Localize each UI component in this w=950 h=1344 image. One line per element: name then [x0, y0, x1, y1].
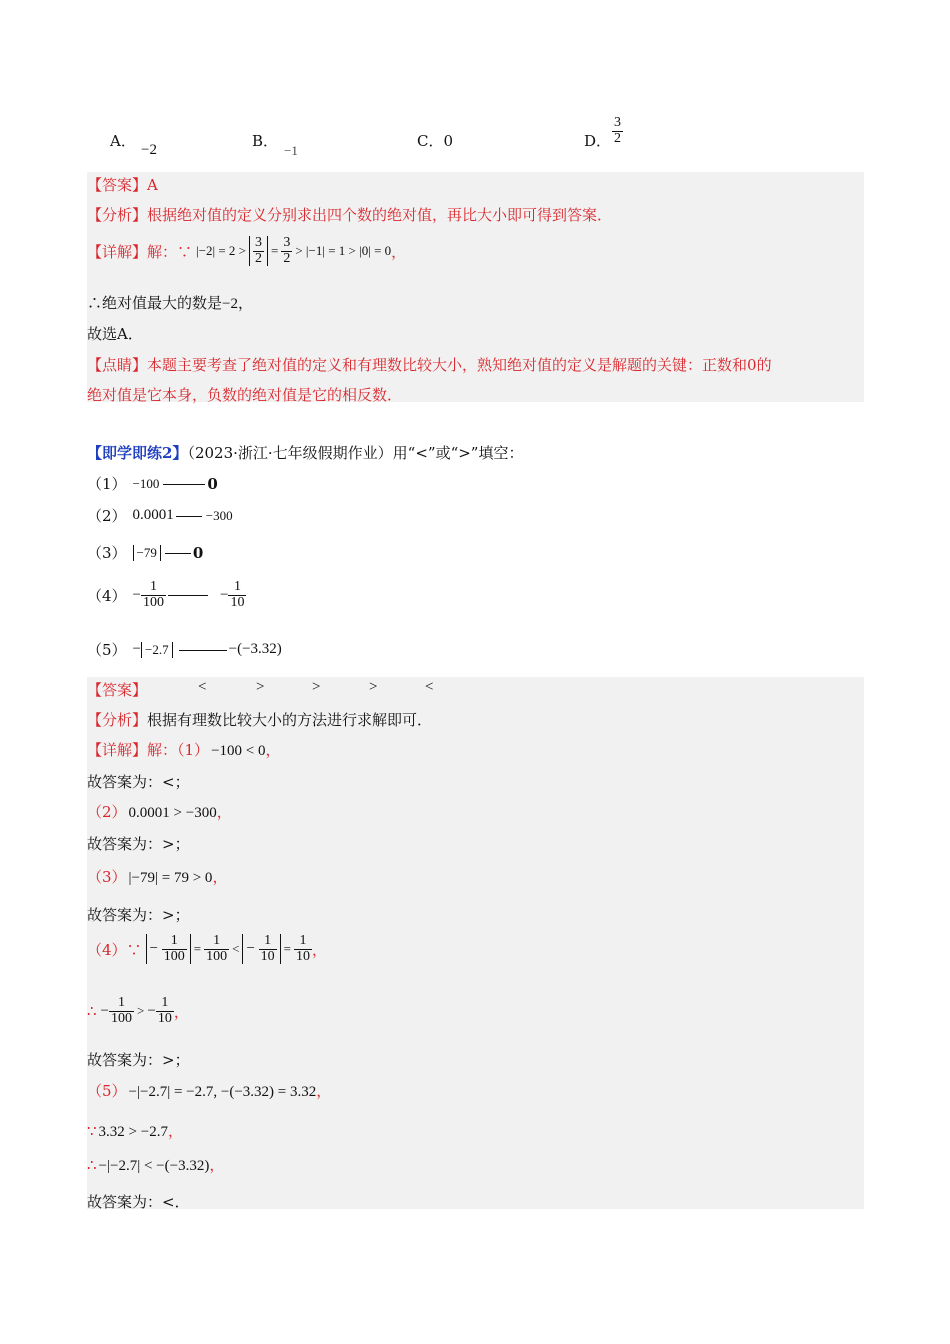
q1-answer — [87, 174, 158, 195]
q2-item-4-left-num: 1 — [150, 579, 158, 594]
q2-step-5c-prefix: ∴ — [87, 1156, 97, 1174]
q1-therefore-text: ∴绝对值最大的数是 — [87, 294, 223, 312]
q2-item-1-num: （1） — [87, 475, 127, 493]
q2-title-text: （2023·浙江·七年级假期作业）用“<”或“>”填空： — [187, 444, 524, 462]
q2-step-4b-prefix: ∴ — [87, 1002, 97, 1021]
q2-step-4b-minus-b: − — [147, 1002, 156, 1019]
q2-item-4-right-num: 1 — [233, 579, 241, 594]
q2-step-2-num: （2） — [87, 803, 127, 821]
option-a — [110, 130, 136, 151]
q1-analysis-text: 根据绝对值的定义分别求出四个数的绝对值，再比大小即可得到答案． — [147, 206, 613, 224]
q2-item-3-right: 0 — [192, 543, 204, 562]
q1-therefore — [87, 292, 253, 313]
q2-step-5-num: （5） — [87, 1082, 127, 1100]
q2-step-1: −100 < 0 — [211, 743, 266, 759]
q2-item-4-left-sign: − — [132, 586, 142, 603]
q2-title — [87, 442, 523, 463]
q2-step-4-comma: ， — [312, 940, 328, 959]
q1-comment-label: 【点睛】 — [87, 356, 148, 374]
q2-step-4-num-d: 1 — [299, 933, 307, 948]
q1-detail-p2: = — [270, 243, 279, 259]
q1-answer-label: 【答案】 — [87, 176, 148, 194]
q2-detail-4b — [87, 996, 189, 1026]
q2-step-4b-comma: ， — [173, 1002, 189, 1021]
q2-item-5-blank[interactable] — [179, 649, 227, 651]
q2-step-1-comma: ， — [265, 741, 281, 759]
q2-step-4-minus-a: − — [149, 940, 159, 957]
q2-step-4-num-a: 1 — [170, 933, 178, 948]
q1-detail-p1: |−2| = 2 > — [196, 243, 246, 259]
q2-step-4b-den-a: 100 — [111, 1010, 133, 1026]
option-a-value: −2 — [141, 142, 157, 158]
q2-item-4-blank[interactable] — [168, 594, 208, 596]
q2-item-5-left-sign: − — [132, 641, 142, 657]
q2-item-1-blank[interactable] — [163, 483, 205, 485]
q2-item-4-num: （4） — [87, 586, 127, 605]
q2-step-4-den-a: 100 — [163, 948, 185, 964]
q2-detail-prefix: 解：（1） — [147, 741, 210, 759]
q2-item-5-num: （5） — [87, 641, 127, 659]
option-b-label: B． — [252, 132, 279, 150]
q2-step-3-comma: ， — [212, 868, 228, 886]
q2-step-4b-num-b: 1 — [161, 995, 169, 1010]
q1-detail-label: 【详解】 — [87, 242, 148, 261]
q2-detail-5c — [87, 1154, 224, 1175]
q2-analysis-text: 根据有理数比较大小的方法进行求解即可． — [147, 711, 433, 729]
q2-item-2-blank[interactable] — [176, 515, 202, 517]
q2-step-5-comma: ， — [316, 1082, 332, 1100]
q2-item-3-num: （3） — [87, 544, 127, 562]
q2-item-2 — [87, 505, 233, 526]
q1-frac-num-b: 3 — [283, 235, 291, 250]
q2-detail-5 — [87, 1080, 331, 1101]
q2-answer-5: < — [425, 679, 434, 695]
q2-item-5-right: −(−3.32) — [228, 641, 282, 657]
q2-step-5c: −|−2.7| < −(−3.32) — [98, 1158, 210, 1174]
q2-step-4b-minus-a: − — [100, 1002, 110, 1019]
q2-item-4-right-sign: − — [220, 586, 229, 603]
q1-detail — [87, 236, 406, 266]
q2-step-5b-comma: ， — [167, 1122, 183, 1140]
q2-item-3 — [87, 542, 203, 563]
q2-step-4-den-c: 10 — [260, 948, 275, 964]
q2-item-4 — [87, 580, 246, 610]
q2-step-4-minus-c: − — [246, 940, 255, 957]
option-c: C．0 — [417, 132, 454, 150]
q2-detail-5b — [87, 1120, 183, 1141]
q2-step-4-num-b: 1 — [213, 933, 221, 948]
q1-therefore-comma: ， — [237, 294, 253, 312]
q1-frac-den-a: 2 — [254, 250, 262, 266]
q2-title-label: 【即学即练2】 — [87, 444, 188, 462]
q2-answer-label: 【答案】 — [87, 681, 148, 699]
q2-item-5 — [87, 639, 282, 660]
q2-step-4-den-d: 10 — [296, 948, 311, 964]
option-d-fraction — [612, 116, 623, 146]
q2-analysis-label: 【分析】 — [87, 711, 148, 729]
q2-detail-1 — [87, 739, 281, 760]
q2-step-5: −|−2.7| = −2.7, −(−3.32) = 3.32 — [128, 1084, 317, 1100]
q1-analysis-label: 【分析】 — [87, 206, 148, 224]
q2-item-1 — [87, 473, 218, 494]
q2-step-5c-comma: ， — [209, 1156, 225, 1174]
q1-detail-absfrac — [249, 236, 268, 266]
q1-comment — [87, 354, 772, 375]
q1-choose: 故选A． — [87, 325, 143, 343]
q2-item-2-left: 0.0001 — [132, 507, 174, 523]
q1-analysis — [87, 204, 612, 225]
q2-step-4b-gt: > — [137, 1003, 145, 1019]
q1-comment-line2: 绝对值是它本身，负数的绝对值是它的相反数． — [87, 386, 403, 404]
option-d-den: 2 — [614, 130, 621, 146]
option-b-value: −1 — [284, 143, 298, 158]
q2-answer-3: > — [312, 679, 321, 695]
q1-therefore-value: −2 — [222, 296, 238, 312]
q2-answer-2: > — [256, 679, 265, 695]
q2-ans-4: 故答案为：>； — [87, 1051, 190, 1069]
q2-item-3-left: −79 — [133, 545, 161, 561]
q2-step-4-num: （4）∵ — [87, 940, 142, 959]
q2-step-3: |−79| = 79 > 0 — [128, 870, 213, 886]
q2-detail-4 — [87, 934, 327, 964]
q2-item-4-left-den: 100 — [143, 594, 165, 610]
q2-step-4-lt: < — [232, 941, 240, 957]
q2-item-5-left-abs: −2.7 — [141, 642, 173, 658]
q2-item-4-right-den: 10 — [230, 594, 245, 610]
q2-item-1-left: −100 — [132, 475, 160, 491]
q2-step-4b-den-b: 10 — [157, 1010, 172, 1026]
q2-step-3-num: （3） — [87, 868, 127, 886]
q2-step-2: 0.0001 > −300 — [128, 805, 217, 821]
q2-ans-final: 故答案为：<． — [87, 1193, 190, 1211]
q2-step-4b-num-a: 1 — [118, 995, 126, 1010]
q2-step-4-num-c: 1 — [264, 933, 272, 948]
q2-step-5b-prefix: ∵ — [87, 1122, 97, 1140]
q2-detail-2 — [87, 801, 232, 822]
q2-item-3-blank[interactable] — [165, 552, 191, 554]
q2-step-4-abs-c — [242, 934, 280, 964]
option-d-label: D． — [584, 132, 612, 150]
q1-detail-prefix: 解：∵ — [147, 242, 193, 261]
q2-step-5b: 3.32 > −2.7 — [98, 1124, 168, 1140]
q2-step-4-abs-a — [146, 934, 191, 964]
q1-comment-line1: 本题主要考查了绝对值的定义和有理数比较大小，熟知绝对值的定义是解题的关键：正数和0的 — [147, 356, 772, 374]
option-a-label: A． — [110, 132, 136, 150]
q2-detail-3 — [87, 866, 227, 887]
q2-step-4-eq1: = — [193, 941, 202, 957]
q2-ans-3: 故答案为：>； — [87, 906, 190, 924]
q2-step-4-den-b: 100 — [206, 948, 228, 964]
q2-item-2-right: −300 — [205, 507, 233, 523]
q2-item-2-num: （2） — [87, 507, 127, 525]
q2-ans-2: 故答案为：>； — [87, 835, 190, 853]
q2-item-1-right: 0 — [207, 474, 218, 493]
q2-answer-4: > — [369, 679, 378, 695]
q1-answer-value: A — [147, 176, 158, 194]
q1-detail-comma: ， — [391, 242, 407, 261]
q1-frac-den-b: 2 — [283, 250, 291, 266]
q2-step-2-comma: ， — [216, 803, 232, 821]
q2-step-4-eq2: = — [283, 941, 292, 957]
option-d-num: 3 — [614, 115, 621, 130]
q1-detail-p3: > |−1| = 1 > |0| = 0 — [295, 243, 392, 259]
q2-answer — [87, 679, 147, 700]
q2-answer-1: < — [198, 679, 207, 695]
q2-ans-1: 故答案为：<； — [87, 773, 190, 791]
q2-analysis — [87, 709, 432, 730]
q2-detail-label: 【详解】 — [87, 741, 148, 759]
q1-frac-num-a: 3 — [254, 235, 262, 250]
